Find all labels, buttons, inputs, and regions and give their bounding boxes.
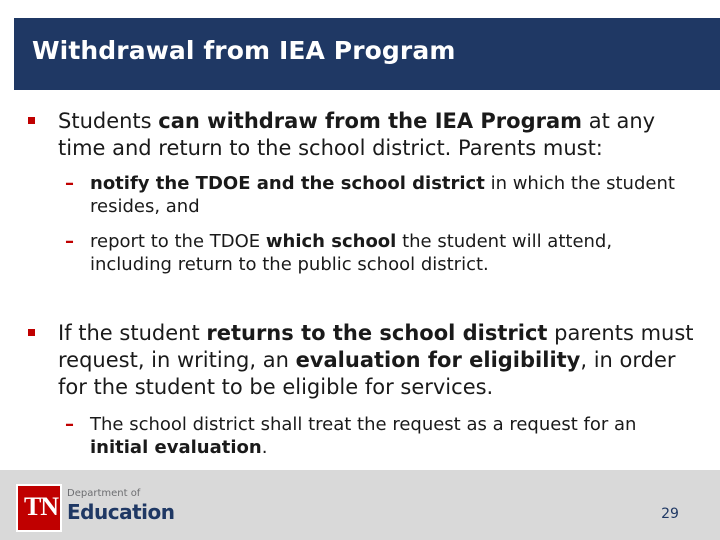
bullet-text: parents must request, in writing, an xyxy=(58,321,694,372)
logo-abbrev: TN xyxy=(23,492,59,521)
bullet-text: , in order for the student to be eligible for services. xyxy=(58,348,676,399)
logo-name-text: Education xyxy=(67,500,175,524)
sub-bullet-text: The school district shall treat the request as a request for an xyxy=(90,414,637,435)
square-bullet-icon xyxy=(28,329,35,336)
dash-bullet-icon: – xyxy=(65,231,74,252)
logo-dept-text: Department of xyxy=(67,488,141,499)
bullet-item xyxy=(58,108,698,162)
square-bullet-icon xyxy=(28,117,35,124)
tn-education-logo xyxy=(16,484,175,532)
bullet-text: Students xyxy=(58,109,159,133)
sub-bullet-item xyxy=(65,172,680,218)
sub-bullet-text: in which the student resides, and xyxy=(90,173,675,217)
slide-title: Withdrawal from IEA Program xyxy=(32,36,456,65)
bullet-text: at any time and return to the school district. Parents must: xyxy=(58,109,656,160)
sub-bullet-item xyxy=(65,230,680,276)
sub-bullet-item xyxy=(65,413,680,459)
sub-bullet-text: report to the TDOE xyxy=(90,231,266,252)
dash-bullet-icon: – xyxy=(65,414,74,435)
tn-logo-icon xyxy=(16,484,62,532)
sub-bullet-text-bold: initial evaluation xyxy=(90,437,262,458)
dash-bullet-icon: – xyxy=(65,173,74,194)
bullet-item xyxy=(58,320,698,401)
bullet-text-bold: returns to the school district xyxy=(206,321,548,345)
page-number: 29 xyxy=(661,506,679,522)
bullet-text-bold: evaluation for eligibility xyxy=(295,348,581,372)
bullet-text: If the student xyxy=(58,321,207,345)
sub-bullet-text: . xyxy=(261,437,268,458)
sub-bullet-text-bold: notify the TDOE and the school district xyxy=(90,173,485,194)
sub-bullet-text-bold: which school xyxy=(265,231,397,252)
footer xyxy=(0,470,720,540)
sub-bullet-text: the student will attend, including return to the public school district. xyxy=(90,231,613,275)
bullet-text-bold: can withdraw from the IEA Program xyxy=(158,109,583,133)
